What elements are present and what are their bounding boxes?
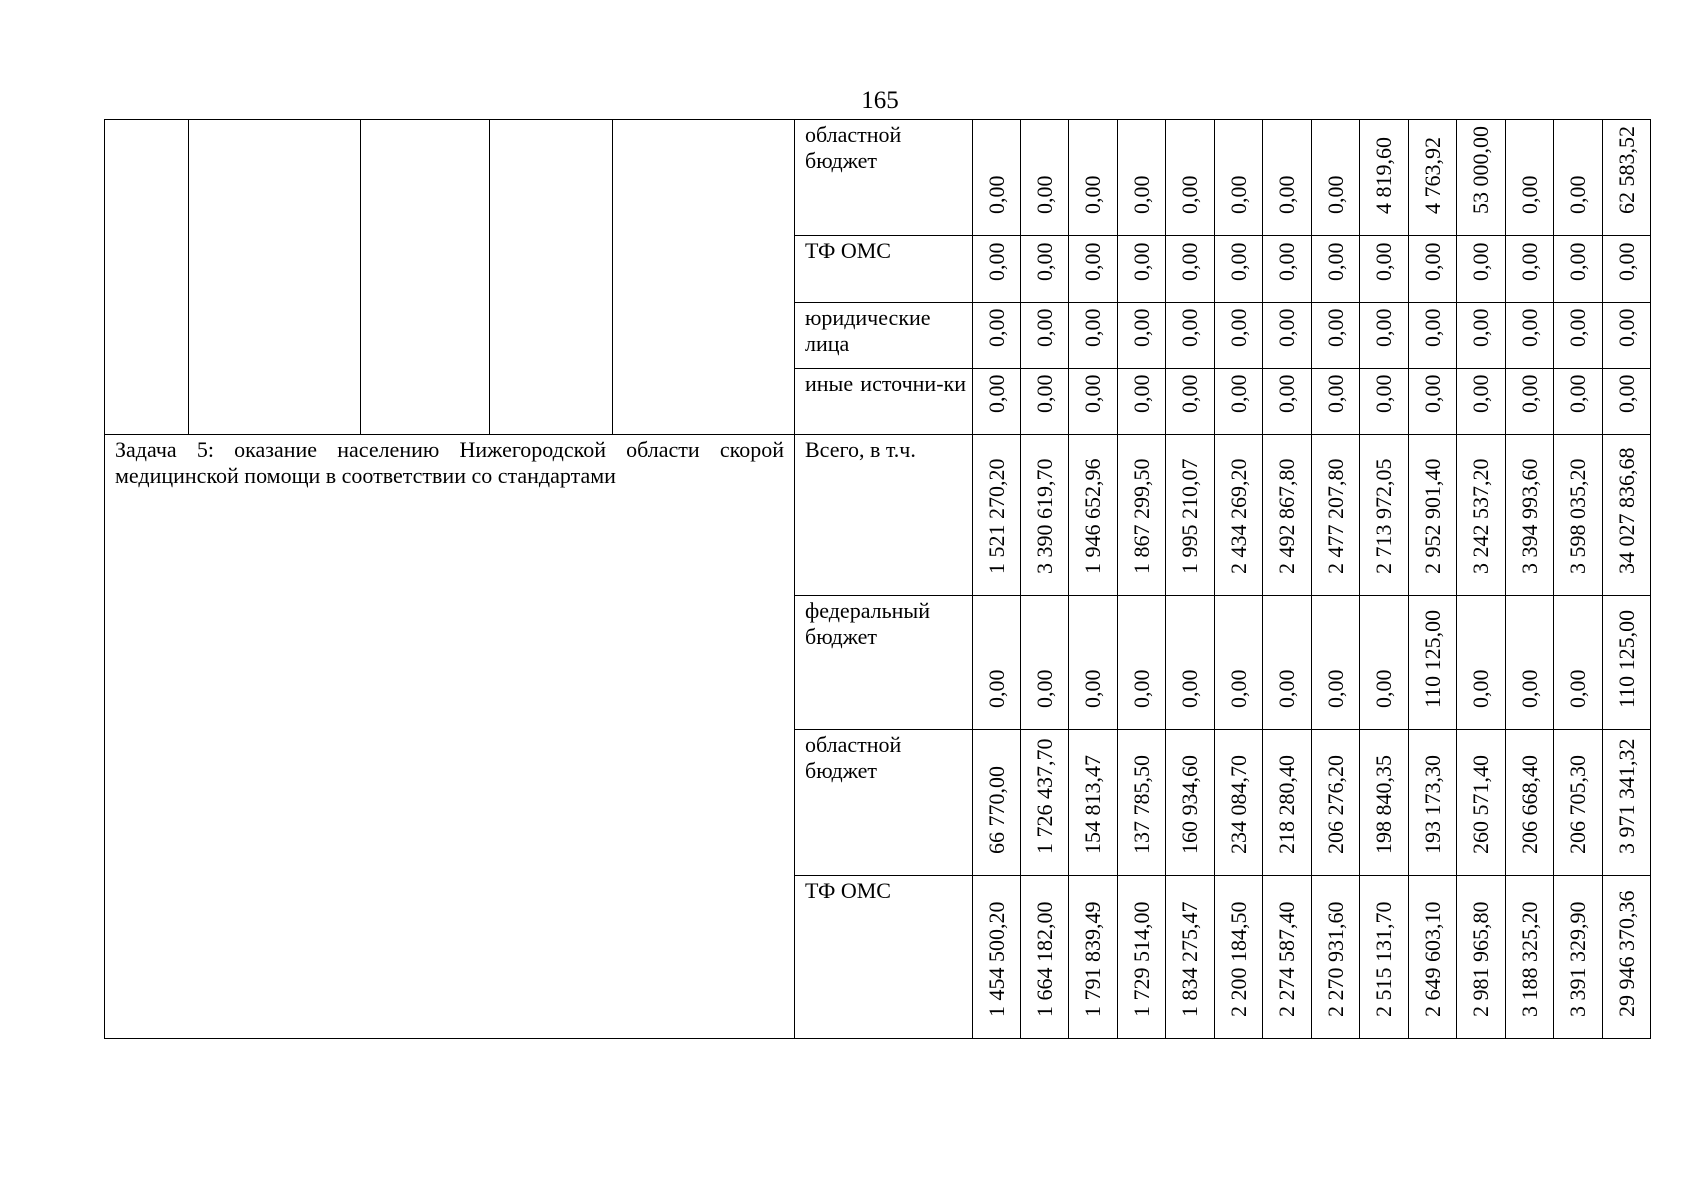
value-text: 0,00 — [1322, 374, 1348, 413]
funding-source-label: областной бюджет — [795, 120, 973, 236]
value-text: 2 270 931,60 — [1322, 901, 1348, 1017]
value-cell — [1554, 120, 1603, 236]
value-cell — [1263, 876, 1312, 1039]
value-text: 3 188 325,20 — [1516, 901, 1542, 1017]
value-cell — [1457, 369, 1506, 435]
value-text: 0,00 — [1031, 308, 1057, 347]
value-cell — [1021, 120, 1069, 236]
value-cell — [1069, 596, 1118, 730]
value-text: 0,00 — [1613, 308, 1639, 347]
value-cell — [1312, 730, 1360, 876]
value-cell — [1263, 120, 1312, 236]
table-row — [105, 120, 1651, 236]
value-text: 0,00 — [1031, 175, 1057, 214]
value-text: 0,00 — [1322, 175, 1348, 214]
value-cell — [1263, 596, 1312, 730]
value-cell — [1069, 120, 1118, 236]
value-text: 0,00 — [1565, 669, 1590, 708]
value-text: 0,00 — [983, 242, 1009, 281]
value-cell — [1069, 730, 1118, 876]
value-cell — [1069, 369, 1118, 435]
value-text: 0,00 — [1371, 669, 1396, 708]
value-cell — [1603, 596, 1651, 730]
value-text: 2 981 965,80 — [1468, 901, 1493, 1017]
value-cell — [1457, 236, 1506, 303]
value-text: 1 791 839,49 — [1080, 901, 1105, 1017]
value-cell — [1021, 876, 1069, 1039]
value-text: 0,00 — [1613, 374, 1639, 413]
value-cell — [1603, 876, 1651, 1039]
value-text: 1 726 437,70 — [1031, 738, 1057, 854]
value-text: 0,00 — [1177, 669, 1202, 708]
value-text: 1 995 210,07 — [1177, 458, 1202, 574]
value-text: 0,00 — [1468, 242, 1493, 281]
value-cell — [1506, 120, 1554, 236]
value-text: 0,00 — [1177, 242, 1202, 281]
value-text: 160 934,60 — [1177, 755, 1202, 854]
value-cell — [1457, 596, 1506, 730]
value-cell — [1166, 596, 1215, 730]
value-cell — [1166, 435, 1215, 596]
value-cell — [1021, 303, 1069, 369]
table-row — [105, 435, 1651, 596]
value-text: 0,00 — [1225, 175, 1251, 214]
value-text: 0,00 — [1516, 242, 1542, 281]
value-text: 206 668,40 — [1516, 755, 1542, 854]
value-cell — [1215, 876, 1263, 1039]
value-cell — [1118, 435, 1166, 596]
task-block — [105, 435, 1651, 1039]
value-text: 154 813,47 — [1080, 755, 1105, 854]
value-cell — [1554, 236, 1603, 303]
value-text: 1 946 652,96 — [1080, 458, 1105, 574]
value-cell — [1409, 730, 1457, 876]
value-text: 0,00 — [1516, 669, 1542, 708]
value-text: 0,00 — [1274, 175, 1299, 214]
value-cell — [1263, 730, 1312, 876]
value-text: 110 125,00 — [1419, 609, 1445, 708]
value-text: 0,00 — [1371, 242, 1396, 281]
value-cell — [1021, 369, 1069, 435]
value-text: 2 477 207,80 — [1322, 458, 1348, 574]
value-cell — [1409, 596, 1457, 730]
value-text: 66 770,00 — [983, 766, 1009, 854]
value-text: 0,00 — [1322, 242, 1348, 281]
value-text: 0,00 — [1274, 669, 1299, 708]
value-cell — [973, 730, 1021, 876]
value-cell — [1021, 435, 1069, 596]
empty-cell — [105, 120, 189, 435]
value-cell — [1506, 876, 1554, 1039]
value-text: 3 242 537,20 — [1468, 458, 1493, 574]
value-cell — [1457, 876, 1506, 1039]
value-text: 0,00 — [1565, 242, 1590, 281]
value-cell — [1118, 236, 1166, 303]
value-text: 0,00 — [1177, 175, 1202, 214]
value-cell — [1069, 303, 1118, 369]
value-cell — [1603, 369, 1651, 435]
empty-cell — [361, 120, 490, 435]
value-cell — [1118, 596, 1166, 730]
value-text: 0,00 — [1565, 308, 1590, 347]
value-text: 1 867 299,50 — [1128, 458, 1154, 574]
value-cell — [1360, 596, 1409, 730]
value-cell — [1166, 303, 1215, 369]
value-text: 4 763,92 — [1419, 137, 1445, 214]
value-text: 0,00 — [1080, 175, 1105, 214]
value-text: 0,00 — [1565, 175, 1590, 214]
value-cell — [1215, 303, 1263, 369]
value-cell — [1506, 596, 1554, 730]
value-cell — [1554, 876, 1603, 1039]
value-text: 137 785,50 — [1128, 755, 1154, 854]
value-cell — [973, 303, 1021, 369]
value-text: 2 952 901,40 — [1419, 458, 1445, 574]
value-cell — [1166, 730, 1215, 876]
value-text: 0,00 — [1128, 175, 1154, 214]
value-text: 1 729 514,00 — [1128, 901, 1154, 1017]
value-text: 0,00 — [1274, 308, 1299, 347]
value-text: 0,00 — [1031, 669, 1057, 708]
value-text: 0,00 — [1322, 669, 1348, 708]
value-cell — [1360, 369, 1409, 435]
value-cell — [1360, 236, 1409, 303]
value-cell — [1506, 730, 1554, 876]
value-text: 0,00 — [1371, 308, 1396, 347]
value-cell — [1021, 730, 1069, 876]
value-text: 0,00 — [983, 308, 1009, 347]
value-cell — [973, 236, 1021, 303]
value-cell — [1118, 730, 1166, 876]
value-text: 206 276,20 — [1322, 755, 1348, 854]
value-cell — [973, 876, 1021, 1039]
value-cell — [1312, 303, 1360, 369]
value-text: 0,00 — [1128, 374, 1154, 413]
value-cell — [1263, 236, 1312, 303]
value-cell — [1118, 369, 1166, 435]
funding-source-label: ТФ ОМС — [795, 876, 973, 1039]
value-cell — [1603, 236, 1651, 303]
value-cell — [1215, 596, 1263, 730]
value-text: 29 946 370,36 — [1613, 890, 1639, 1017]
value-cell — [1263, 369, 1312, 435]
value-cell — [1069, 876, 1118, 1039]
upper-block — [105, 120, 1651, 435]
value-cell — [1360, 730, 1409, 876]
value-text: 218 280,40 — [1274, 755, 1299, 854]
value-cell — [1603, 730, 1651, 876]
value-cell — [1118, 303, 1166, 369]
value-text: 260 571,40 — [1468, 755, 1493, 854]
value-cell — [1166, 236, 1215, 303]
funding-source-label: ТФ ОМС — [795, 236, 973, 303]
value-cell — [1166, 120, 1215, 236]
value-cell — [1409, 369, 1457, 435]
value-text: 0,00 — [1274, 374, 1299, 413]
value-cell — [1457, 303, 1506, 369]
value-cell — [1312, 236, 1360, 303]
value-cell — [1215, 236, 1263, 303]
value-text: 198 840,35 — [1371, 755, 1396, 854]
value-cell — [1312, 435, 1360, 596]
value-text: 193 173,30 — [1419, 755, 1445, 854]
value-cell — [1263, 303, 1312, 369]
value-cell — [1069, 435, 1118, 596]
value-text: 0,00 — [1031, 374, 1057, 413]
value-cell — [1215, 369, 1263, 435]
value-text: 0,00 — [1419, 308, 1445, 347]
value-cell — [1554, 435, 1603, 596]
value-text: 2 515 131,70 — [1371, 901, 1396, 1017]
value-cell — [1506, 369, 1554, 435]
value-text: 0,00 — [1516, 308, 1542, 347]
value-cell — [1457, 435, 1506, 596]
value-cell — [1021, 596, 1069, 730]
value-cell — [973, 435, 1021, 596]
value-text: 234 084,70 — [1225, 755, 1251, 854]
value-text: 1 834 275,47 — [1177, 901, 1202, 1017]
value-text: 0,00 — [983, 374, 1009, 413]
value-text: 0,00 — [1225, 669, 1251, 708]
value-text: 62 583,52 — [1613, 126, 1639, 214]
value-cell — [1506, 236, 1554, 303]
value-text: 0,00 — [1468, 374, 1493, 413]
value-text: 0,00 — [1225, 308, 1251, 347]
value-text: 0,00 — [1080, 308, 1105, 347]
value-text: 3 390 619,70 — [1031, 458, 1057, 574]
value-cell — [1457, 730, 1506, 876]
funding-table — [104, 119, 1651, 1039]
empty-cell — [189, 120, 361, 435]
value-cell — [1215, 120, 1263, 236]
value-cell — [1360, 120, 1409, 236]
value-cell — [1118, 120, 1166, 236]
value-cell — [1554, 730, 1603, 876]
value-cell — [1603, 120, 1651, 236]
value-text: 0,00 — [1177, 308, 1202, 347]
value-cell — [1312, 876, 1360, 1039]
value-cell — [1409, 236, 1457, 303]
value-text: 2 713 972,05 — [1371, 458, 1396, 574]
value-text: 0,00 — [1080, 242, 1105, 281]
value-cell — [1263, 435, 1312, 596]
value-cell — [973, 596, 1021, 730]
value-cell — [1360, 876, 1409, 1039]
value-cell — [1166, 876, 1215, 1039]
value-cell — [1603, 435, 1651, 596]
value-text: 0,00 — [983, 669, 1009, 708]
value-text: 0,00 — [1565, 374, 1590, 413]
value-cell — [1360, 435, 1409, 596]
empty-cell — [490, 120, 613, 435]
value-text: 0,00 — [1128, 308, 1154, 347]
value-text: 0,00 — [1468, 669, 1493, 708]
value-text: 0,00 — [1225, 374, 1251, 413]
value-text: 3 394 993,60 — [1516, 458, 1542, 574]
value-cell — [1603, 303, 1651, 369]
funding-source-label: юридические лица — [795, 303, 973, 369]
value-cell — [1554, 303, 1603, 369]
value-text: 3 391 329,90 — [1565, 901, 1590, 1017]
value-text: 3 598 035,20 — [1565, 458, 1590, 574]
value-cell — [1409, 435, 1457, 596]
value-text: 0,00 — [1274, 242, 1299, 281]
page-number: 165 — [861, 87, 899, 114]
value-cell — [1312, 120, 1360, 236]
value-text: 3 971 341,32 — [1613, 738, 1639, 854]
value-text: 1 521 270,20 — [983, 458, 1009, 574]
task-title: Задача 5: оказание населению Нижегородской области скорой медицинской помощи в соответствии со стандартами — [105, 435, 795, 1039]
funding-source-label: областной бюджет — [795, 730, 973, 876]
value-text: 110 125,00 — [1613, 609, 1639, 708]
value-cell — [1554, 596, 1603, 730]
value-text: 2 434 269,20 — [1225, 458, 1251, 574]
value-text: 0,00 — [983, 175, 1009, 214]
value-text: 0,00 — [1322, 308, 1348, 347]
value-cell — [1506, 435, 1554, 596]
value-cell — [1021, 236, 1069, 303]
value-text: 1 664 182,00 — [1031, 901, 1057, 1017]
value-text: 0,00 — [1128, 669, 1154, 708]
value-text: 0,00 — [1516, 175, 1542, 214]
value-text: 0,00 — [1516, 374, 1542, 413]
value-cell — [1312, 369, 1360, 435]
value-text: 0,00 — [1080, 669, 1105, 708]
value-text: 0,00 — [1031, 242, 1057, 281]
value-cell — [1409, 120, 1457, 236]
value-cell — [1409, 876, 1457, 1039]
empty-cell — [613, 120, 795, 435]
value-text: 34 027 836,68 — [1613, 447, 1639, 574]
value-cell — [1166, 369, 1215, 435]
funding-source-label: Всего, в т.ч. — [795, 435, 973, 596]
value-cell — [1554, 369, 1603, 435]
value-cell — [1118, 876, 1166, 1039]
value-text: 2 274 587,40 — [1274, 901, 1299, 1017]
value-text: 0,00 — [1419, 242, 1445, 281]
value-text: 0,00 — [1613, 242, 1639, 281]
value-text: 0,00 — [1419, 374, 1445, 413]
value-cell — [1457, 120, 1506, 236]
value-cell — [1215, 730, 1263, 876]
value-text: 2 649 603,10 — [1419, 901, 1445, 1017]
value-text: 0,00 — [1177, 374, 1202, 413]
funding-source-label: иные источни-ки — [795, 369, 973, 435]
value-cell — [973, 120, 1021, 236]
value-text: 2 492 867,80 — [1274, 458, 1299, 574]
value-text: 206 705,30 — [1565, 755, 1590, 854]
value-cell — [1409, 303, 1457, 369]
value-text: 2 200 184,50 — [1225, 901, 1251, 1017]
value-text: 0,00 — [1468, 308, 1493, 347]
funding-source-label: федеральный бюджет — [795, 596, 973, 730]
value-text: 0,00 — [1128, 242, 1154, 281]
value-cell — [1360, 303, 1409, 369]
value-cell — [1069, 236, 1118, 303]
value-cell — [1506, 303, 1554, 369]
value-cell — [973, 369, 1021, 435]
value-text: 53 000,00 — [1468, 126, 1493, 214]
value-text: 0,00 — [1371, 374, 1396, 413]
value-text: 4 819,60 — [1371, 137, 1396, 214]
value-text: 1 454 500,20 — [983, 901, 1009, 1017]
value-text: 0,00 — [1225, 242, 1251, 281]
value-text: 0,00 — [1080, 374, 1105, 413]
value-cell — [1215, 435, 1263, 596]
value-cell — [1312, 596, 1360, 730]
